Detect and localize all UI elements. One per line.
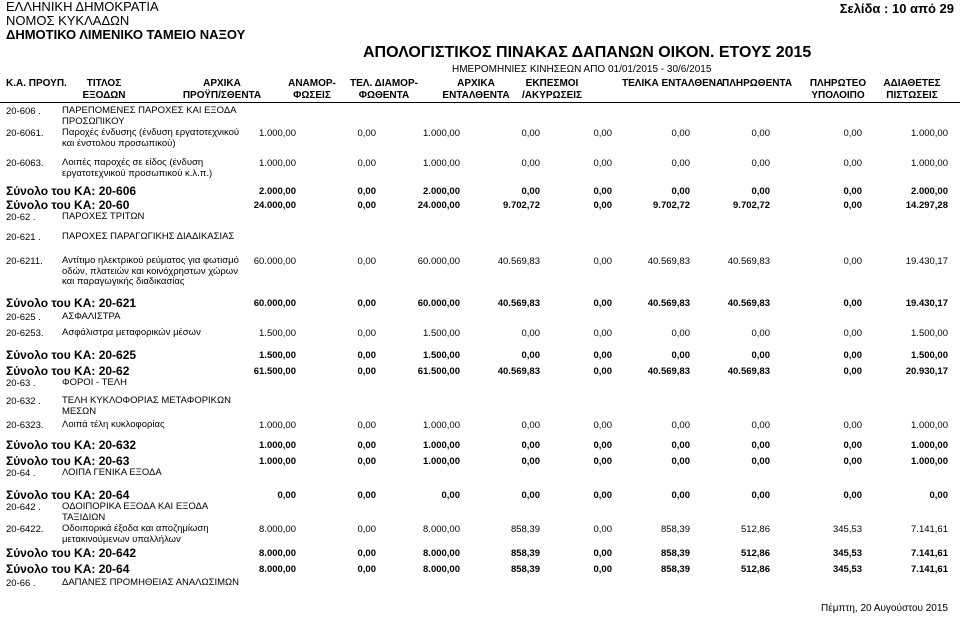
- account-code: 20-6422.: [6, 524, 44, 535]
- account-code: 20-64 .: [6, 468, 36, 479]
- amount-cell: 0,00: [357, 200, 376, 211]
- amount-cell: 0,00: [521, 440, 540, 451]
- amount-cell: 0,00: [843, 350, 862, 361]
- amount-cell: 0,00: [521, 456, 540, 467]
- column-header: [798, 78, 878, 102]
- account-code: 20-63 .: [6, 378, 36, 389]
- amount-cell: 0,00: [751, 420, 770, 431]
- amount-cell: 0,00: [671, 456, 690, 467]
- amount-cell: 0,00: [357, 128, 376, 139]
- amount-cell: 0,00: [593, 256, 612, 267]
- amount-cell: 1.000,00: [259, 420, 296, 431]
- account-title: ΟΔΟΙΠΟΡΙΚΑ ΕΞΟΔΑ ΚΑΙ ΕΞΟΔΑ ΤΑΞΙΔΙΩΝ: [62, 501, 208, 523]
- amount-cell: 1.000,00: [423, 456, 460, 467]
- column-header-line-1: ΤΕΛ. ΔΙΑΜΟΡ-: [350, 78, 418, 89]
- amount-cell: 0,00: [357, 456, 376, 467]
- amount-cell: 0,00: [751, 350, 770, 361]
- amount-cell: 0,00: [521, 128, 540, 139]
- amount-cell: 1.000,00: [911, 440, 948, 451]
- amount-cell: 0,00: [843, 366, 862, 377]
- footer-date: Πέμπτη, 20 Αυγούστου 2015: [821, 603, 948, 614]
- header-line-2: ΝΟΜΟΣ ΚΥΚΛΑΔΩΝ: [6, 13, 130, 28]
- amount-cell: 40.569,83: [647, 366, 690, 377]
- column-header-line-2: ΕΞΟΔΩΝ: [82, 90, 126, 101]
- amount-cell: 0,00: [593, 366, 612, 377]
- amount-cell: 61.500,00: [417, 366, 460, 377]
- total-label: Σύνολο του ΚΑ: 20-62: [6, 364, 130, 378]
- amount-cell: 1.000,00: [911, 420, 948, 431]
- account-code: 20-6253.: [6, 328, 44, 339]
- amount-cell: 0,00: [593, 456, 612, 467]
- column-header-line-1: Κ.Α. ΠΡΟΥΠ.: [6, 78, 67, 89]
- amount-cell: 24.000,00: [253, 200, 296, 211]
- account-title: ΠΑΡΟΧΕΣ ΤΡΙΤΩΝ: [62, 211, 145, 222]
- amount-cell: 40.569,83: [727, 256, 770, 267]
- amount-cell: 858,39: [510, 564, 540, 575]
- account-title: Παροχές ένδυσης (ένδυση εργατοτεχνικού και ένστολου προσωπικού): [62, 127, 240, 149]
- amount-cell: 1.000,00: [911, 456, 948, 467]
- amount-cell: 0,00: [843, 200, 862, 211]
- document-header: [6, 0, 245, 42]
- amount-cell: 40.569,83: [727, 366, 770, 377]
- amount-cell: 9.702,72: [503, 200, 540, 211]
- amount-cell: 0,00: [671, 420, 690, 431]
- column-header: [344, 78, 424, 102]
- column-header-line-1: ΤΕΛΙΚΑ ΕΝΤΑΛΘΕΝΑ: [622, 78, 724, 89]
- amount-cell: 345,53: [832, 564, 862, 575]
- amount-cell: 60.000,00: [417, 298, 460, 309]
- account-title: Αντίτιμο ηλεκτρικού ρεύματος για φωτισμό οδών, πλατειών και κοινόχρηστων χώρων και παραγωγικής διαδικασίας: [62, 255, 239, 287]
- amount-cell: 512,86: [740, 524, 770, 535]
- account-code: 20-6323.: [6, 420, 44, 431]
- account-code: 20-62 .: [6, 212, 36, 223]
- account-code: 20-625 .: [6, 312, 41, 323]
- amount-cell: 0,00: [751, 186, 770, 197]
- amount-cell: 0,00: [751, 440, 770, 451]
- amount-cell: 1.000,00: [423, 158, 460, 169]
- account-title: ΤΕΛΗ ΚΥΚΛΟΦΟΡΙΑΣ ΜΕΤΑΦΟΡΙΚΩΝ ΜΕΣΩΝ: [62, 395, 231, 417]
- account-code: 20-606 .: [6, 106, 41, 117]
- amount-cell: 0,00: [593, 200, 612, 211]
- amount-cell: 1.500,00: [911, 328, 948, 339]
- amount-cell: 9.702,72: [733, 200, 770, 211]
- column-header-line-2: ΕΝΤΑΛΘΕΝΤΑ: [442, 90, 510, 101]
- amount-cell: 0,00: [357, 256, 376, 267]
- amount-cell: 0,00: [671, 350, 690, 361]
- amount-cell: 0,00: [671, 186, 690, 197]
- amount-cell: 0,00: [357, 564, 376, 575]
- amount-cell: 858,39: [510, 548, 540, 559]
- amount-cell: 0,00: [357, 548, 376, 559]
- amount-cell: 8.000,00: [259, 548, 296, 559]
- amount-cell: 0,00: [843, 158, 862, 169]
- amount-cell: 0,00: [357, 158, 376, 169]
- amount-cell: 20.930,17: [905, 366, 948, 377]
- amount-cell: 1.500,00: [259, 328, 296, 339]
- account-code: 20-6063.: [6, 158, 44, 169]
- amount-cell: 0,00: [521, 420, 540, 431]
- amount-cell: 0,00: [843, 440, 862, 451]
- amount-cell: 61.500,00: [253, 366, 296, 377]
- amount-cell: 40.569,83: [497, 366, 540, 377]
- amount-cell: 0,00: [593, 128, 612, 139]
- column-header: [182, 78, 262, 102]
- amount-cell: 0,00: [843, 456, 862, 467]
- account-title: ΠΑΡΟΧΕΣ ΠΑΡΑΓΩΓΙΚΗΣ ΔΙΑΔΙΚΑΣΙΑΣ: [62, 231, 235, 242]
- amount-cell: 0,00: [277, 490, 296, 501]
- amount-cell: 0,00: [521, 158, 540, 169]
- amount-cell: 0,00: [521, 350, 540, 361]
- amount-cell: 0,00: [593, 350, 612, 361]
- amount-cell: 512,86: [740, 564, 770, 575]
- amount-cell: 1.000,00: [911, 158, 948, 169]
- amount-cell: 1.000,00: [423, 440, 460, 451]
- column-header-line-1: ΠΛΗΡΩΤΕΟ: [809, 78, 867, 89]
- amount-cell: 0,00: [357, 350, 376, 361]
- amount-cell: 0,00: [843, 186, 862, 197]
- amount-cell: 2.000,00: [259, 186, 296, 197]
- amount-cell: 858,39: [660, 548, 690, 559]
- column-header-line-1: ΑΔΙΑΘΕΤΕΣ: [883, 78, 941, 89]
- amount-cell: 0,00: [593, 328, 612, 339]
- page-number: Σελίδα : 10 από 29: [839, 1, 954, 16]
- amount-cell: 0,00: [593, 524, 612, 535]
- account-title: Λοιπά τέλη κυκλοφορίας: [62, 419, 165, 430]
- amount-cell: 0,00: [593, 440, 612, 451]
- account-title: Οδοιπορικά έξοδα και αποζημίωση μετακινούμενων υπαλλήλων: [62, 523, 209, 545]
- amount-cell: 0,00: [751, 490, 770, 501]
- amount-cell: 1.000,00: [911, 128, 948, 139]
- column-header: [64, 78, 144, 102]
- amount-cell: 40.569,83: [727, 298, 770, 309]
- amount-cell: 0,00: [671, 328, 690, 339]
- amount-cell: 0,00: [929, 490, 948, 501]
- total-label: Σύνολο του ΚΑ: 20-60: [6, 198, 130, 212]
- header-line-1: ΕΛΛΗΝΙΚΗ ΔΗΜΟΚΡΑΤΙΑ: [6, 0, 159, 14]
- column-header: [512, 78, 592, 102]
- account-code: 20-6061.: [6, 128, 44, 139]
- total-label: Σύνολο του ΚΑ: 20-621: [6, 296, 137, 310]
- total-label: Σύνολο του ΚΑ: 20-606: [6, 184, 137, 198]
- amount-cell: 0,00: [751, 328, 770, 339]
- header-line-3: ΔΗΜΟΤΙΚΟ ΛΙΜΕΝΙΚΟ ΤΑΜΕΙΟ ΝΑΞΟΥ: [6, 27, 246, 42]
- amount-cell: 19.430,17: [905, 298, 948, 309]
- amount-cell: 0,00: [357, 186, 376, 197]
- amount-cell: 40.569,83: [647, 256, 690, 267]
- amount-cell: 0,00: [521, 186, 540, 197]
- amount-cell: 858,39: [660, 564, 690, 575]
- column-header-line-1: ΠΛΗΡΩΘΕΝΤΑ: [722, 78, 793, 89]
- amount-cell: 0,00: [593, 490, 612, 501]
- amount-cell: 1.000,00: [259, 440, 296, 451]
- amount-cell: 60.000,00: [253, 298, 296, 309]
- amount-cell: 8.000,00: [423, 524, 460, 535]
- amount-cell: 0,00: [843, 328, 862, 339]
- amount-cell: 0,00: [671, 440, 690, 451]
- column-header-line-1: ΑΝΑΜΟΡ-: [288, 78, 336, 89]
- amount-cell: 8.000,00: [259, 564, 296, 575]
- account-code: 20-66 .: [6, 578, 36, 589]
- amount-cell: 1.500,00: [423, 350, 460, 361]
- amount-cell: 0,00: [843, 420, 862, 431]
- amount-cell: 1.000,00: [259, 128, 296, 139]
- amount-cell: 1.000,00: [423, 128, 460, 139]
- amount-cell: 0,00: [521, 328, 540, 339]
- amount-cell: 0,00: [593, 420, 612, 431]
- amount-cell: 40.569,83: [497, 298, 540, 309]
- account-code: 20-6211.: [6, 256, 43, 267]
- amount-cell: 345,53: [832, 548, 862, 559]
- amount-cell: 1.000,00: [259, 158, 296, 169]
- column-header: [436, 78, 516, 102]
- total-label: Σύνολο του ΚΑ: 20-63: [6, 454, 130, 468]
- column-header-line-1: ΑΡΧΙΚΑ: [203, 78, 241, 89]
- amount-cell: 0,00: [671, 128, 690, 139]
- total-label: Σύνολο του ΚΑ: 20-64: [6, 488, 130, 502]
- total-label: Σύνολο του ΚΑ: 20-632: [6, 438, 137, 452]
- amount-cell: 40.569,83: [497, 256, 540, 267]
- column-header-line-1: ΤΙΤΛΟΣ: [86, 78, 122, 89]
- amount-cell: 0,00: [843, 298, 862, 309]
- amount-cell: 7.141,61: [911, 548, 948, 559]
- amount-cell: 14.297,28: [905, 200, 948, 211]
- amount-cell: 1.500,00: [423, 328, 460, 339]
- account-title: ΠΑΡΕΠΟΜΕΝΕΣ ΠΑΡΟΧΕΣ ΚΑΙ ΕΞΟΔΑ ΠΡΟΣΩΠΙΚΟΥ: [62, 105, 236, 127]
- amount-cell: 0,00: [751, 456, 770, 467]
- amount-cell: 0,00: [357, 366, 376, 377]
- amount-cell: 0,00: [843, 490, 862, 501]
- amount-cell: 1.000,00: [259, 456, 296, 467]
- column-header-line-1: ΑΡΧΙΚΑ: [457, 78, 495, 89]
- column-header-line-1: ΕΚΠΕΣΜΟΙ: [525, 78, 579, 89]
- amount-cell: 0,00: [593, 298, 612, 309]
- amount-cell: 0,00: [593, 548, 612, 559]
- amount-cell: 0,00: [671, 158, 690, 169]
- column-header-line-2: ΥΠΟΛΟΙΠΟ: [811, 90, 865, 101]
- amount-cell: 0,00: [357, 440, 376, 451]
- account-title: ΛΟΙΠΑ ΓΕΝΙΚΑ ΕΞΟΔΑ: [62, 467, 162, 478]
- amount-cell: 0,00: [751, 128, 770, 139]
- amount-cell: 0,00: [357, 420, 376, 431]
- column-header-line-2: ΦΩΣΕΙΣ: [293, 90, 331, 101]
- account-title: ΑΣΦΑΛΙΣΤΡΑ: [62, 311, 121, 322]
- amount-cell: 858,39: [510, 524, 540, 535]
- total-label: Σύνολο του ΚΑ: 20-64: [6, 562, 130, 576]
- account-title: ΔΑΠΑΝΕΣ ΠΡΟΜΗΘΕΙΑΣ ΑΝΑΛΩΣΙΜΩΝ: [62, 577, 240, 588]
- amount-cell: 0,00: [843, 256, 862, 267]
- amount-cell: 345,53: [832, 524, 862, 535]
- amount-cell: 0,00: [521, 490, 540, 501]
- account-code: 20-632 .: [6, 396, 41, 407]
- amount-cell: 40.569,83: [647, 298, 690, 309]
- amount-cell: 0,00: [593, 564, 612, 575]
- amount-cell: 0,00: [751, 158, 770, 169]
- amount-cell: 7.141,61: [911, 524, 948, 535]
- account-code: 20-642 .: [6, 502, 41, 513]
- amount-cell: 0,00: [593, 186, 612, 197]
- header-divider: [0, 102, 960, 103]
- amount-cell: 0,00: [357, 490, 376, 501]
- amount-cell: 9.702,72: [653, 200, 690, 211]
- amount-cell: 1.500,00: [911, 350, 948, 361]
- account-title: Ασφάλιστρα μεταφορικών μέσων: [62, 327, 201, 338]
- amount-cell: 2.000,00: [911, 186, 948, 197]
- amount-cell: 19.430,17: [905, 256, 948, 267]
- column-header: [622, 78, 723, 90]
- amount-cell: 1.000,00: [423, 420, 460, 431]
- amount-cell: 0,00: [441, 490, 460, 501]
- amount-cell: 8.000,00: [423, 548, 460, 559]
- amount-cell: 24.000,00: [417, 200, 460, 211]
- amount-cell: 0,00: [357, 524, 376, 535]
- amount-cell: 1.500,00: [259, 350, 296, 361]
- amount-cell: 512,86: [740, 548, 770, 559]
- amount-cell: 2.000,00: [423, 186, 460, 197]
- amount-cell: 60.000,00: [253, 256, 296, 267]
- total-label: Σύνολο του ΚΑ: 20-642: [6, 546, 137, 560]
- amount-cell: 60.000,00: [417, 256, 460, 267]
- column-header: [722, 78, 792, 90]
- date-range: ΗΜΕΡΟΜΗΝΙΕΣ ΚΙΝΗΣΕΩΝ ΑΠΟ 01/01/2015 - 30/6/2015: [452, 64, 712, 75]
- column-header: [6, 78, 67, 90]
- account-title: Λοιπές παροχές σε είδος (ένδυση εργατοτεχνικού προσωπικού κ.λ.π.): [62, 157, 213, 179]
- amount-cell: 0,00: [843, 128, 862, 139]
- column-header-line-2: /ΑΚΥΡΩΣΕΙΣ: [521, 90, 583, 101]
- amount-cell: 7.141,61: [911, 564, 948, 575]
- account-title: ΦΟΡΟΙ - ΤΕΛΗ: [62, 377, 127, 388]
- amount-cell: 0,00: [671, 490, 690, 501]
- amount-cell: 0,00: [357, 298, 376, 309]
- amount-cell: 858,39: [660, 524, 690, 535]
- amount-cell: 0,00: [357, 328, 376, 339]
- amount-cell: 8.000,00: [259, 524, 296, 535]
- column-header: [872, 78, 952, 102]
- page-title: ΑΠΟΛΟΓΙΣΤΙΚΟΣ ΠΙΝΑΚΑΣ ΔΑΠΑΝΩΝ ΟΙΚΟΝ. ΕΤΟΥΣ 2015: [363, 44, 812, 61]
- column-header-line-2: ΠΡΟΫΠ/ΣΘΕΝΤΑ: [182, 90, 262, 101]
- total-label: Σύνολο του ΚΑ: 20-625: [6, 348, 137, 362]
- column-header: [272, 78, 352, 102]
- column-header-line-2: ΦΩΘΕΝΤΑ: [358, 90, 410, 101]
- amount-cell: 8.000,00: [423, 564, 460, 575]
- column-header-line-2: ΠΙΣΤΩΣΕΙΣ: [886, 90, 938, 101]
- amount-cell: 0,00: [593, 158, 612, 169]
- account-code: 20-621 .: [6, 232, 41, 243]
